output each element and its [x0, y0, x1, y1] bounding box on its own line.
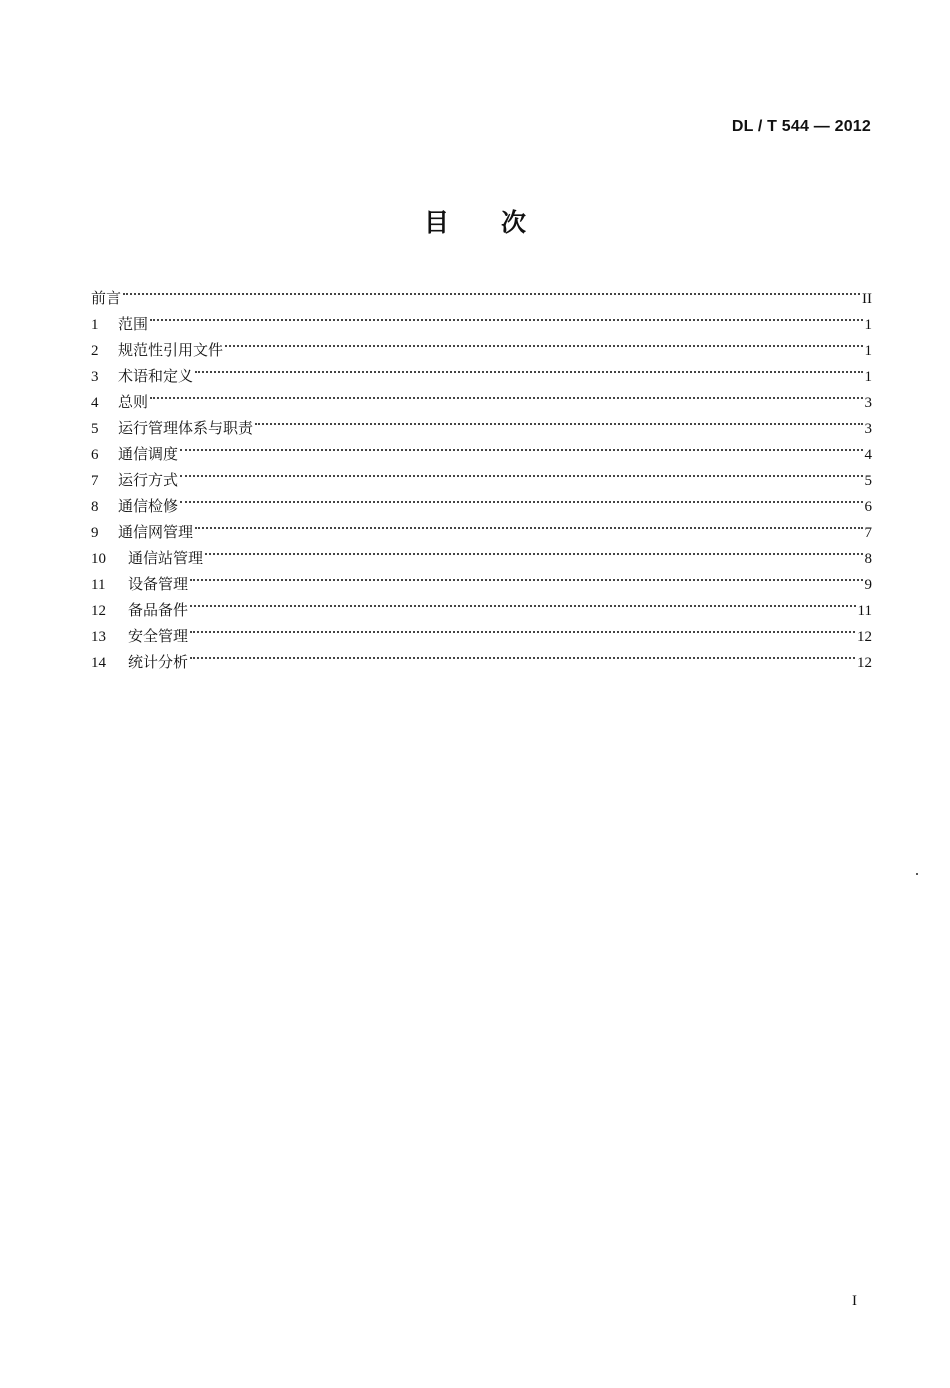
toc-leader-dots — [190, 657, 855, 659]
toc-entry-page: 4 — [864, 447, 872, 463]
toc-leader-dots — [205, 553, 862, 555]
toc-leader-dots — [190, 631, 855, 633]
toc-entry-page: 1 — [864, 369, 872, 385]
toc-entry-page: 1 — [864, 317, 872, 333]
toc-entry-title: 范围 — [118, 315, 149, 333]
toc-entry[interactable] — [91, 337, 872, 363]
toc-leader-dots — [150, 319, 862, 321]
toc-entry-title: 通信检修 — [118, 497, 179, 515]
toc-entry-page: 12 — [857, 655, 872, 671]
toc-entry-title: 前言 — [91, 289, 122, 307]
toc-leader-dots — [190, 605, 856, 607]
toc-leader-dots — [123, 293, 860, 295]
toc-entry[interactable] — [91, 519, 872, 545]
toc-leader-dots — [225, 345, 862, 347]
toc-entry-page: II — [862, 291, 872, 307]
toc-entry-title: 规范性引用文件 — [118, 341, 224, 359]
toc-entry-title: 备品备件 — [128, 601, 189, 619]
toc-entry[interactable] — [91, 389, 872, 415]
toc-entry-number: 4 — [91, 395, 99, 411]
toc-entry-page: 5 — [864, 473, 872, 489]
toc-entry-number: 3 — [91, 369, 99, 385]
toc-leader-dots — [190, 579, 862, 581]
toc-entry-number: 5 — [91, 421, 99, 437]
toc-entry-number: 14 — [91, 655, 106, 671]
toc-leader-dots — [195, 527, 862, 529]
toc-entry-title: 统计分析 — [128, 653, 189, 671]
toc-entry-page: 11 — [857, 603, 872, 619]
toc-entry-number: 13 — [91, 629, 106, 645]
table-of-contents — [91, 285, 872, 675]
toc-entry-title: 通信网管理 — [118, 523, 194, 541]
toc-entry-number: 12 — [91, 603, 106, 619]
toc-entry-number: 6 — [91, 447, 99, 463]
toc-entry[interactable] — [91, 415, 872, 441]
toc-entry-number: 10 — [91, 551, 106, 567]
toc-entry-number: 8 — [91, 499, 99, 515]
toc-entry[interactable] — [91, 493, 872, 519]
toc-entry[interactable] — [91, 649, 872, 675]
standard-code: DL / T 544 — 2012 — [731, 118, 871, 135]
toc-entry-number: 1 — [91, 317, 99, 333]
toc-leader-dots — [150, 397, 862, 399]
toc-entry-title: 安全管理 — [128, 627, 189, 645]
toc-leader-dots — [255, 423, 862, 425]
toc-entry[interactable] — [91, 441, 872, 467]
toc-entry-number: 9 — [91, 525, 99, 541]
toc-entry-foreword[interactable] — [91, 285, 872, 311]
toc-entry-title: 设备管理 — [128, 575, 189, 593]
scan-speck — [916, 873, 918, 875]
toc-entry[interactable] — [91, 545, 872, 571]
toc-entry-number: 7 — [91, 473, 99, 489]
page-number: I — [852, 1293, 857, 1309]
toc-entry-page: 12 — [857, 629, 872, 645]
toc-leader-dots — [180, 501, 862, 503]
toc-leader-dots — [180, 449, 862, 451]
toc-entry-title: 通信调度 — [118, 445, 179, 463]
toc-entry-page: 1 — [864, 343, 872, 359]
toc-entry-page: 6 — [864, 499, 872, 515]
toc-entry-number: 11 — [91, 577, 106, 593]
toc-entry-title: 通信站管理 — [128, 549, 204, 567]
toc-leader-dots — [195, 371, 862, 373]
toc-entry[interactable] — [91, 623, 872, 649]
toc-entry-page: 9 — [864, 577, 872, 593]
toc-entry-title: 术语和定义 — [118, 367, 194, 385]
toc-entry-number: 2 — [91, 343, 99, 359]
toc-entry-page: 3 — [864, 395, 872, 411]
toc-entry-page: 8 — [864, 551, 872, 567]
toc-entry-title: 运行方式 — [118, 471, 179, 489]
toc-entry[interactable] — [91, 311, 872, 337]
toc-leader-dots — [180, 475, 862, 477]
toc-entry-page: 3 — [864, 421, 872, 437]
toc-entry-title: 运行管理体系与职责 — [118, 419, 254, 437]
toc-entry[interactable] — [91, 363, 872, 389]
toc-entry[interactable] — [91, 571, 872, 597]
toc-entry-page: 7 — [864, 525, 872, 541]
toc-entry[interactable] — [91, 467, 872, 493]
toc-entry-title: 总则 — [118, 393, 149, 411]
toc-entry[interactable] — [91, 597, 872, 623]
page-title: 目次 — [423, 208, 578, 237]
